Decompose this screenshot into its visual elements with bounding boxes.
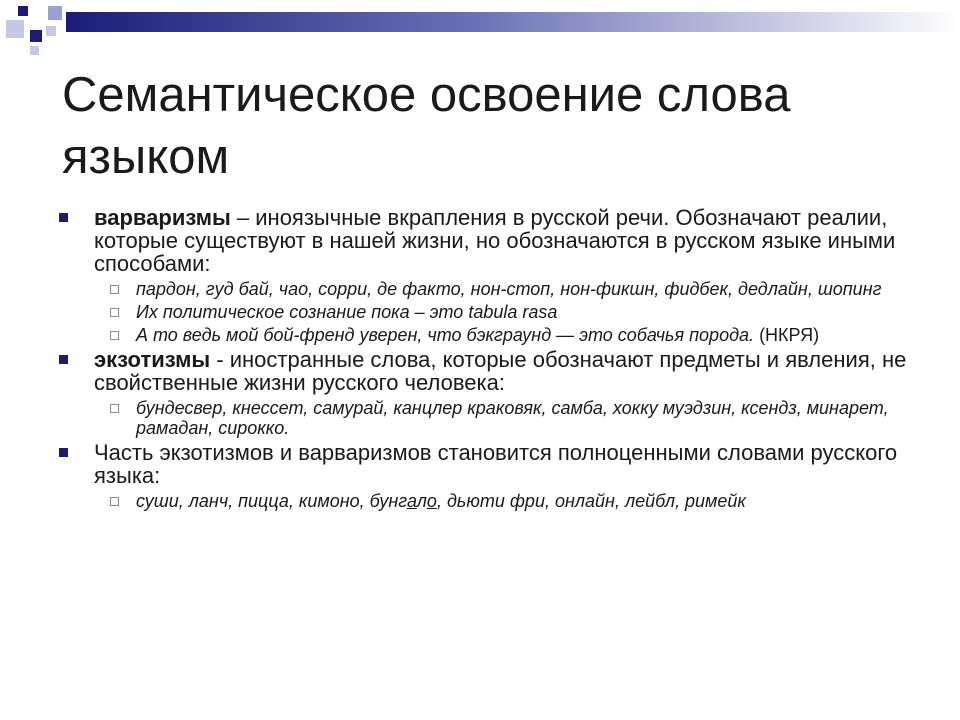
example-text: пардон, гуд бай, чао, сорри, де факто, нон-стоп, нон-фикшн, фидбек, дедлайн, шопинг (136, 279, 882, 299)
example-text: Их политическое сознание пока – это tabula rasa (136, 302, 558, 322)
underlined-letter: а (406, 491, 417, 511)
definition-exoticisms: - иностранные слова, которые обозначают предметы и явления, не свойственные жизни русского человека: (94, 347, 907, 395)
sub-item-example (58, 325, 908, 345)
decor-square (48, 6, 62, 20)
square-bullet-icon (59, 213, 68, 222)
underlined-letter: о (426, 491, 437, 511)
sub-item-example (58, 491, 908, 511)
decor-square (30, 46, 39, 55)
bullet-item-assimilation (58, 441, 908, 487)
example-text-part: л (416, 491, 427, 511)
assimilation-text: Часть экзотизмов и варваризмов становится полноценными словами русского языка: (94, 440, 898, 488)
hollow-square-bullet-icon (110, 497, 119, 506)
hollow-square-bullet-icon (110, 404, 119, 413)
hollow-square-bullet-icon (110, 331, 119, 340)
sub-item-example (58, 302, 908, 322)
header-decoration (0, 0, 960, 60)
example-text: бундесвер, кнессет, самурай, канцлер краковяк, самба, хокку муэдзин, ксендз, минарет, рамадан, сирокко. (136, 398, 889, 438)
decor-square (46, 26, 56, 36)
hollow-square-bullet-icon (110, 308, 119, 317)
term-barbarisms: варваризмы (94, 205, 231, 230)
bullet-item-barbarisms (58, 206, 908, 275)
hollow-square-bullet-icon (110, 285, 119, 294)
sub-item-example (58, 398, 908, 438)
square-bullet-icon (59, 448, 68, 457)
term-exoticisms: экзотизмы (94, 347, 211, 372)
decor-square (18, 6, 28, 16)
decor-square (30, 30, 42, 42)
bullet-item-exoticisms (58, 348, 908, 394)
example-text-part: , дьюти фри, онлайн, лейбл, римейк (436, 491, 746, 511)
sub-item-example (58, 279, 908, 299)
bullet-list (58, 206, 908, 514)
slide-title: Семантическое освоение слова языком (62, 68, 791, 184)
example-text-part: суши, ланч, пицца, кимоно, бунг (136, 491, 407, 511)
definition-barbarisms: – иноязычные вкрапления в русской речи. Обозначают реалии, которые существуют в нашей жизни, но обозначаются в русском языке иными способами: (94, 205, 896, 276)
example-text: А то ведь мой бой-френд уверен, что бэкграунд — это собачья порода. (136, 325, 755, 345)
decor-square (6, 20, 24, 38)
header-gradient-bar (66, 12, 960, 32)
square-bullet-icon (59, 355, 68, 364)
source-note: (НКРЯ) (759, 325, 820, 345)
